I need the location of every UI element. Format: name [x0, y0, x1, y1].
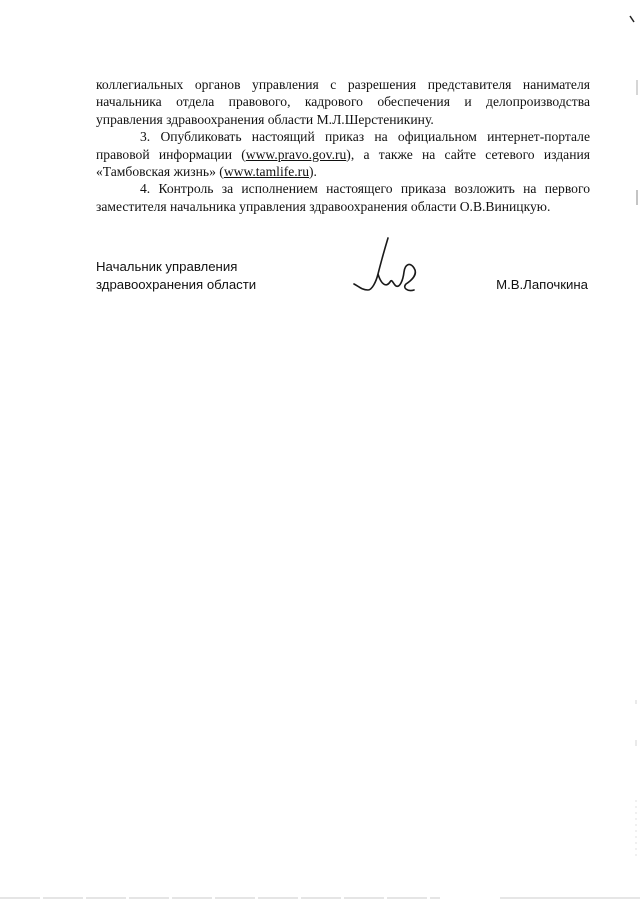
item-3-text: «Тамбовская жизнь» ( — [96, 164, 224, 180]
item-3-text: ). — [309, 164, 317, 180]
item-3-text: правовой информации ( — [96, 146, 246, 162]
tamlife-link[interactable]: www.tamlife.ru — [223, 164, 309, 180]
pravo-link[interactable]: www.pravo.gov.ru — [245, 146, 347, 162]
paragraph-line: коллегиальных органов управления с разрешения представителя нанимателя — [96, 77, 590, 92]
signer-position-line: здравоохранения области — [96, 277, 257, 292]
signer-name: М.В.Лапочкина — [496, 277, 588, 292]
document-body — [96, 76, 590, 215]
signer-position-line: Начальник управления — [96, 259, 238, 274]
item-3-text: ), а также на сайте сетевого издания — [346, 146, 590, 162]
footer-scan-line — [0, 896, 640, 904]
item-4-line-1: 4. Контроль за исполнением настоящего приказа возложить на первого — [140, 181, 590, 197]
signer-position — [96, 258, 256, 294]
item-3-line-1: 3. Опубликовать настоящий приказ на официальном интернет-портале — [140, 129, 590, 145]
handwritten-signature — [348, 234, 428, 302]
paragraph-line: управления здравоохранения области М.Л.Шерстеникину. — [96, 111, 434, 127]
scan-edge-marks — [610, 0, 640, 905]
item-3-line-2 — [96, 146, 590, 163]
paragraph-line: начальника отдела правового, кадрового обеспечения и делопроизводства — [96, 94, 590, 110]
signature-block — [96, 258, 590, 308]
item-4-line-2: заместителя начальника управления здравоохранения области О.В.Виницкую. — [96, 198, 551, 214]
item-3-line-3 — [96, 163, 590, 180]
